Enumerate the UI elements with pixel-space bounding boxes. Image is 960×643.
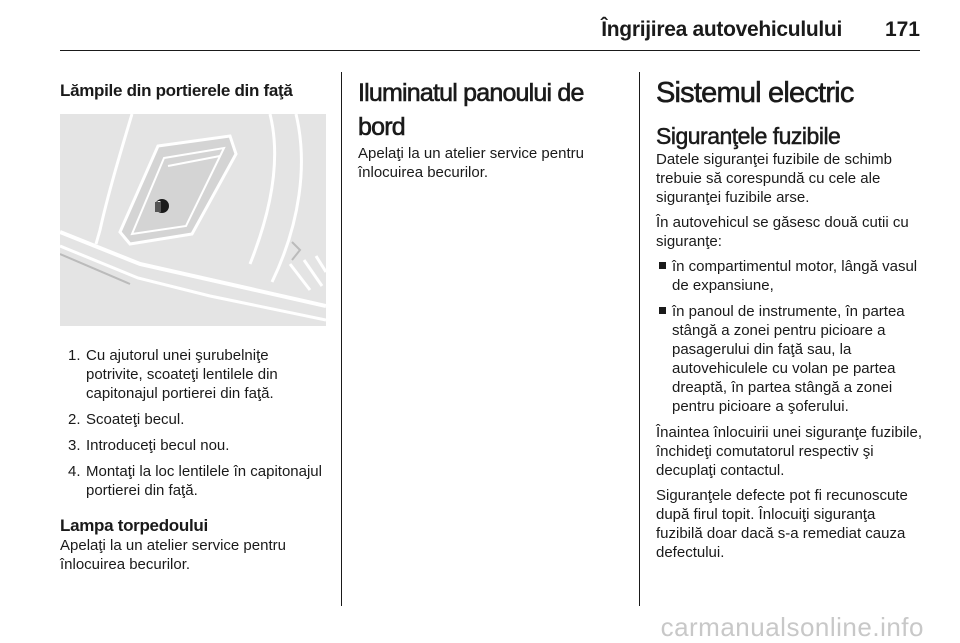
watermark: carmanualsonline.info: [660, 612, 924, 642]
fuses-para-4: Siguranţele defecte pot fi recunoscute după firul topit. Înlocuiţi siguranţa fuzibilă doar dacă s-a remediat cauza defectului.: [656, 487, 908, 561]
list-item: 2. Scoateţi becul.: [68, 411, 185, 428]
replacement-steps: [60, 346, 326, 500]
column-divider: [639, 72, 640, 606]
fuse-box-locations: [656, 257, 924, 416]
column-divider: [341, 72, 342, 606]
fuses-para-1: Datele siguranţei fuzibile de schimb trebuie să corespundă cu cele ale siguranţei fuzibile arse.: [656, 151, 892, 206]
column-electrical-system: [656, 72, 924, 568]
door-lamps-heading: Lămpile din portierele din faţă: [60, 81, 293, 100]
section-title: Îngrijirea autovehiculului: [601, 18, 842, 41]
page-number: 171: [884, 18, 920, 41]
bullet-square-icon: [659, 307, 666, 314]
column-dashboard-lighting: [358, 72, 620, 188]
fuses-para-2: În autovehicul se găsesc două cutii cu siguranţe:: [656, 214, 909, 250]
list-item: în panoul de instrumente, în partea stângă a zonei pentru picioare a pasagerului din faţă sau, la autovehiculele cu volan pe partea dreaptă, în partea stângă a zonei pentru picioare a şoferului.: [656, 302, 924, 416]
glovebox-lamp-heading: Lampa torpedoului: [60, 516, 208, 535]
dashboard-lighting-heading: Iluminatul panoului de bord: [358, 79, 584, 141]
list-item: 4. Montaţi la loc lentilele în capitonajul portierei din faţă.: [68, 463, 322, 499]
column-door-lamps: [60, 72, 326, 580]
list-item: 1. Cu ajutorul unei şurubelniţe potrivite, scoateţi lentilele din capitonajul portierei din faţă.: [68, 347, 278, 402]
door-lamp-illustration-icon: [60, 114, 326, 326]
bullet-square-icon: [659, 262, 666, 269]
list-item: 3. Introduceţi becul nou.: [68, 437, 230, 454]
fuses-heading: Siguranţele fuzibile: [656, 123, 841, 149]
electrical-system-heading: Sistemul electric: [656, 77, 854, 109]
dashboard-lighting-text: Apelaţi la un atelier service pentru înlocuirea becurilor.: [358, 145, 584, 181]
glovebox-lamp-text: Apelaţi la un atelier service pentru înlocuirea becurilor.: [60, 537, 286, 573]
list-item: în compartimentul motor, lângă vasul de expansiune,: [656, 257, 924, 295]
page-header: [60, 14, 920, 51]
fuses-para-3: Înaintea înlocuirii unei siguranţe fuzibile, închideţi comutatorul respectiv şi decuplaţi contactul.: [656, 424, 922, 479]
